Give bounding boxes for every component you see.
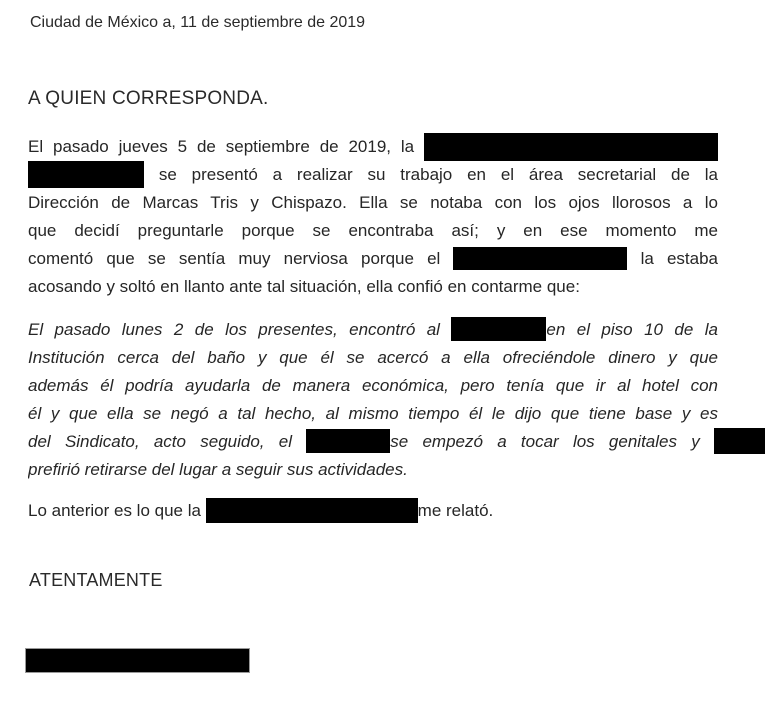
paragraph-line	[28, 189, 718, 217]
paragraph-line	[28, 273, 718, 301]
signature-redaction-bar	[25, 648, 250, 673]
line-text: prefirió retirarse del lugar a seguir sus actividades.	[28, 460, 408, 479]
redaction-bar	[714, 428, 765, 454]
line-text: acosando y soltó en llanto ante tal situación, ella confió en contarme que:	[28, 277, 580, 296]
line-text: comentó que se sentía muy nerviosa porque el	[28, 249, 454, 268]
paragraph-line	[28, 372, 718, 400]
paragraph-line	[28, 245, 718, 273]
line-text: Lo anterior es lo que la	[28, 501, 206, 520]
paragraph-line	[28, 161, 718, 189]
line-text: Institución cerca del baño y que él se acercó a ella ofreciéndole dinero y que	[28, 348, 718, 367]
redaction-bar	[424, 133, 718, 161]
redaction-bar	[28, 161, 144, 188]
account-paragraph	[28, 316, 718, 484]
paragraph-line	[28, 400, 718, 428]
line-text: él y que ella se negó a tal hecho, al mismo tiempo él le dijo que tiene base y es	[28, 404, 718, 423]
line-text: El pasado lunes 2 de los presentes, encontró al	[28, 320, 452, 339]
line-text: en el piso 10 de la	[546, 320, 718, 339]
date-line: Ciudad de México a, 11 de septiembre de 2019	[30, 14, 366, 31]
paragraph-line	[28, 456, 718, 484]
line-text: además él podría ayudarla de manera económica, pero tenía que ir al hotel con	[28, 376, 718, 395]
line-text: se presentó a realizar su trabajo en el área secretarial de la	[144, 165, 718, 184]
redaction-bar	[206, 498, 418, 523]
intro-paragraph	[28, 133, 718, 301]
line-text: se empezó a tocar los genitales y	[390, 432, 714, 451]
signoff: ATENTAMENTE	[29, 570, 163, 590]
redaction-bar	[451, 317, 546, 341]
paragraph-line	[28, 217, 718, 245]
line-text: Dirección de Marcas Tris y Chispazo. Ella se notaba con los ojos llorosos a lo	[28, 193, 718, 212]
redaction-bar	[306, 429, 390, 453]
paragraph-line	[28, 497, 718, 525]
line-text: me relató.	[417, 501, 494, 520]
line-text: la estaba	[627, 249, 718, 268]
line-text: que decidí preguntarle porque se encontraba así; y en ese momento me	[28, 221, 718, 240]
paragraph-line	[28, 344, 718, 372]
line-text: del Sindicato, acto seguido, el	[28, 432, 307, 451]
paragraph-line	[28, 316, 718, 344]
salutation: A QUIEN CORRESPONDA.	[28, 88, 269, 109]
closing-paragraph	[28, 497, 718, 525]
redaction-bar	[453, 247, 627, 270]
line-text: El pasado jueves 5 de septiembre de 2019, la	[28, 137, 424, 156]
paragraph-line	[28, 428, 765, 456]
paragraph-line	[28, 133, 718, 161]
